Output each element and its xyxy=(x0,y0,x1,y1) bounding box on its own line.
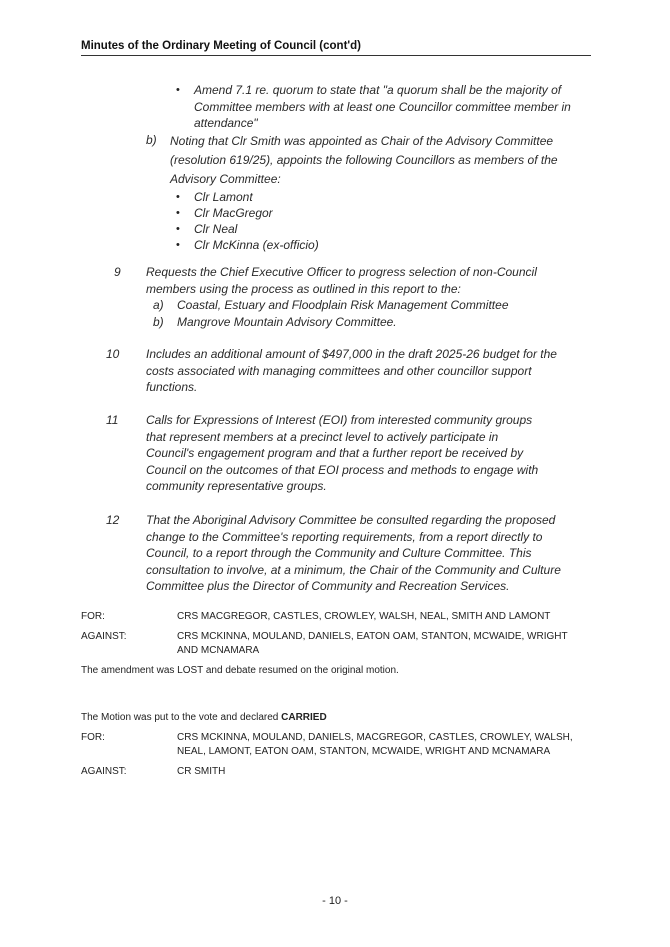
vote-for-names: CRS MACGREGOR, CASTLES, CROWLEY, WALSH, NEAL, SMITH AND LAMONT xyxy=(177,611,551,622)
motion-text: The Motion was put to the vote and declared xyxy=(81,712,282,723)
quorum-amendment-text: Amend 7.1 re. quorum to state that "a quorum shall be the majority of Committee members with at least one Councillor committee member in attendance" xyxy=(194,83,571,130)
vote-for-names: CRS MCKINNA, MOULAND, DANIELS, MACGREGOR, CASTLES, CROWLEY, WALSH, NEAL, LAMONT, EATON OAM, STANTON, MCWAIDE, WRIGHT AND MCNAMARA xyxy=(177,732,573,757)
item-11-text: Calls for Expressions of Interest (EOI) from interested community groups that represent members at a precinct level to actively participate in Council's engagement program and that a further report be received by Council on the outcomes of that EOI process and methods to engage with community representative groups. xyxy=(146,413,539,493)
bullet-marker: • xyxy=(176,239,180,251)
vote-against-label: AGAINST: xyxy=(81,766,127,777)
item-12-text: That the Aboriginal Advisory Committee be consulted regarding the proposed change to the Committee's reporting requirements, from a report directly to Council, to a report through the Community and Culture Committee. This consultation to involve, at a minimum, the Chair of the Community and Culture Committee plus the Director of Community and Recreation Services. xyxy=(146,513,561,593)
bullet-marker: • xyxy=(176,223,180,235)
item-number: 12 xyxy=(106,513,120,527)
vote-against-label: AGAINST: xyxy=(81,631,127,642)
member-item: Clr McKinna (ex-officio) xyxy=(194,238,319,252)
amendment-result: The amendment was LOST and debate resumed on the original motion. xyxy=(81,665,399,676)
motion-carried: CARRIED xyxy=(281,712,327,723)
item-9-text: Requests the Chief Executive Officer to progress selection of non-Council members using the process as outlined in this report to the: xyxy=(146,265,537,296)
page-number: - 10 - xyxy=(322,895,348,907)
sub-item-text: Mangrove Mountain Advisory Committee. xyxy=(177,315,397,329)
motion-result xyxy=(81,711,591,725)
item-number: 11 xyxy=(106,413,119,427)
vote-for-label: FOR: xyxy=(81,611,105,622)
bullet-marker: • xyxy=(176,84,180,96)
item-number: 9 xyxy=(114,265,121,279)
item-10-text: Includes an additional amount of $497,000 in the draft 2025-26 budget for the costs associated with managing committees and other councillor support functions. xyxy=(146,347,557,394)
item-b-text: Noting that Clr Smith was appointed as Chair of the Advisory Committee (resolution 619/25), appoints the following Councillors as members of the Advisory Committee: xyxy=(170,134,558,186)
vote-against-names: CRS MCKINNA, MOULAND, DANIELS, EATON OAM, STANTON, MCWAIDE, WRIGHT AND MCNAMARA xyxy=(177,631,568,656)
member-item: Clr Lamont xyxy=(194,190,253,204)
vote-against-names: CR SMITH xyxy=(177,766,226,777)
item-number: 10 xyxy=(106,347,120,361)
page-header: Minutes of the Ordinary Meeting of Council (cont'd) xyxy=(81,40,591,56)
bullet-marker: • xyxy=(176,207,180,219)
vote-for-label: FOR: xyxy=(81,732,105,743)
bullet-marker: • xyxy=(176,191,180,203)
sub-item-marker: b) xyxy=(153,315,164,329)
sub-item-text: Coastal, Estuary and Floodplain Risk Management Committee xyxy=(177,298,509,312)
item-b-marker: b) xyxy=(146,133,157,147)
member-item: Clr Neal xyxy=(194,222,238,236)
sub-item-marker: a) xyxy=(153,298,164,312)
member-item: Clr MacGregor xyxy=(194,206,273,220)
